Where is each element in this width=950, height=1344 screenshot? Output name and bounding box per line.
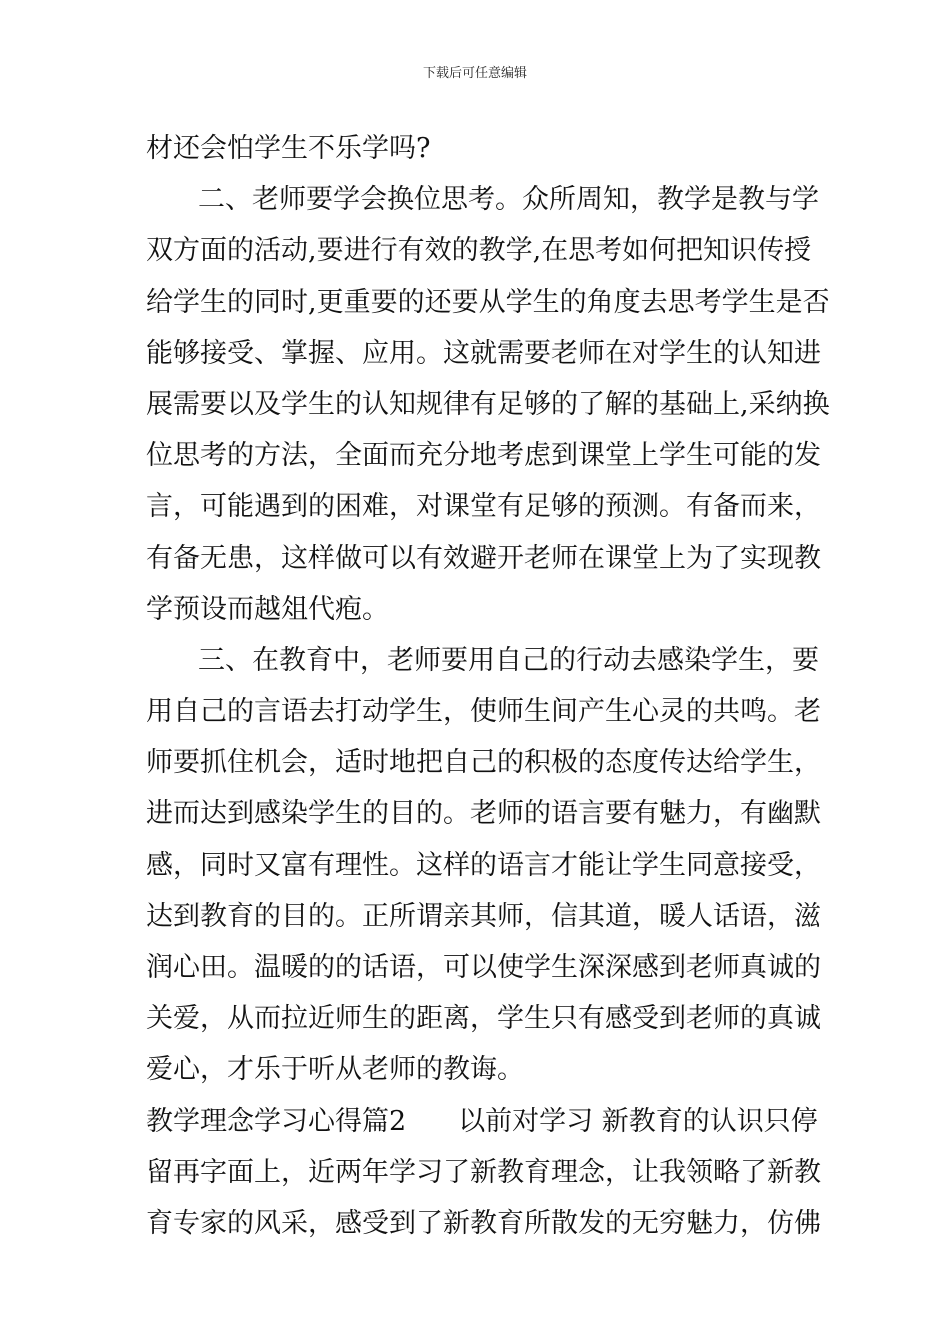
text-line: 有备无患，这样做可以有效避开老师在课堂上为了实现教	[146, 542, 821, 574]
text-line: 进而达到感染学生的目的。老师的语言要有魅力，有幽默	[146, 798, 821, 830]
text-line: 润心田。温暖的的话语，可以使学生深深感到老师真诚的	[146, 952, 821, 983]
document-body	[146, 123, 830, 1249]
text-line: 学预设而越俎代疱。	[146, 593, 389, 625]
text-line: 感，同时又富有理性。这样的语言才能让学生同意接受，	[146, 849, 821, 881]
text-line: 爱心，才乐于听从老师的教诲。	[146, 1054, 524, 1086]
text-line: 育专家的风采，感受到了新教育所散发的无穷魅力，仿佛	[146, 1207, 821, 1239]
text-line: 双方面的活动,要进行有效的教学,在思考如何把知识传授	[146, 235, 812, 267]
text-line: 师要抓住机会，适时地把自己的积极的态度传达给学生，	[146, 747, 821, 779]
text-line: 言，可能遇到的困难，对课堂有足够的预测。有备而来，	[146, 491, 821, 523]
section-title: 教学理念学习心得篇2	[146, 1105, 407, 1137]
text-line: 达到教育的目的。正所谓亲其师，信其道，暖人话语，滋	[146, 900, 821, 932]
text-line: 三、在教育中，老师要用自己的行动去感染学生，要	[198, 644, 819, 676]
page-header: 下载后可任意编辑	[422, 66, 527, 81]
text-line: 展需要以及学生的认知规律有足够的了解的基础上,采纳换	[146, 388, 830, 420]
text-line: 给学生的同时,更重要的还要从学生的角度去思考学生是否	[146, 286, 830, 318]
text-line: 用自己的言语去打动学生，使师生间产生心灵的共鸣。老	[146, 696, 821, 728]
text-fragment: 以前对学习 新教育的认识只停	[458, 1105, 818, 1137]
text-line: 位思考的方法，全面而充分地考虑到课堂上学生可能的发	[146, 440, 821, 472]
text-line: 留再字面上，近两年学习了新教育理念，让我领略了新教	[146, 1156, 821, 1188]
text-line: 能够接受、掌握、应用。这就需要老师在对学生的认知进	[146, 337, 821, 369]
text-line: 材还会怕学生不乐学吗?	[146, 133, 431, 164]
text-line: 二、老师要学会换位思考。众所周知，教学是教与学	[198, 184, 819, 216]
text-line: 关爱，从而拉近师生的距离，学生只有感受到老师的真诚	[146, 1003, 821, 1035]
section-title-line	[146, 1096, 818, 1147]
